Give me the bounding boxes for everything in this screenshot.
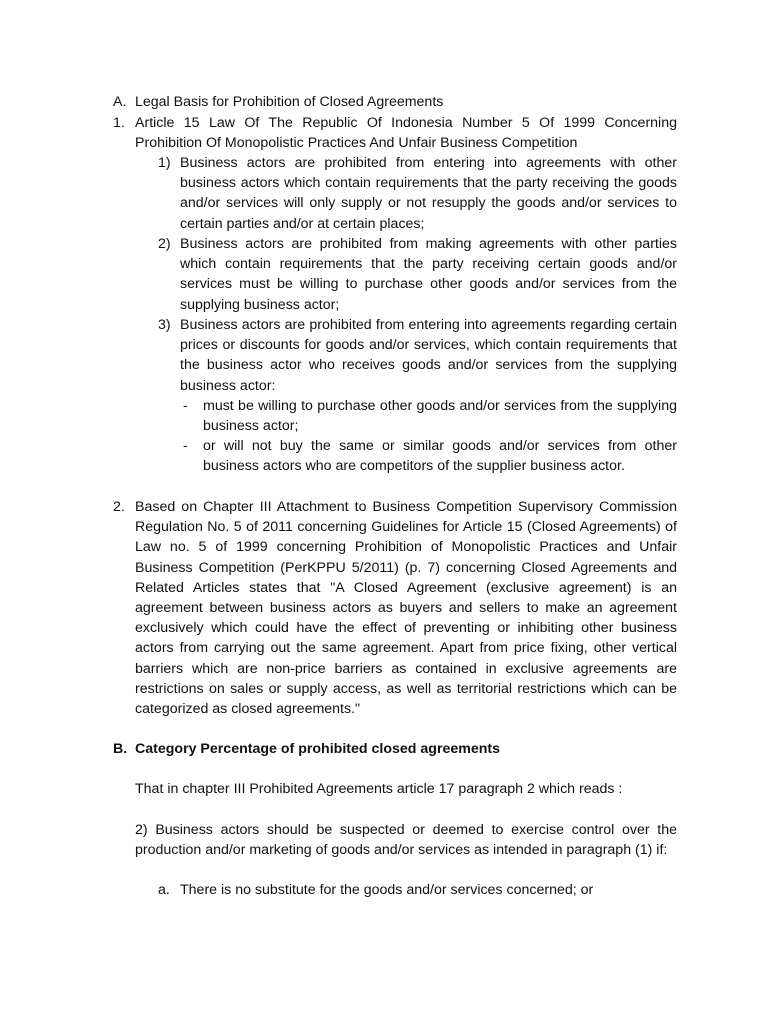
section-b-heading: Category Percentage of prohibited closed agreements (135, 741, 501, 757)
subitem-2-text: Business actors are prohibited from making agreements with other parties which contain requirements that the party receiving certain goods and/or services must be willing to purchase other goods and/or services from the supplying business actor; (180, 236, 677, 313)
subitem-2-marker: 2) (158, 236, 171, 252)
subitem-1-marker: 1) (158, 155, 171, 171)
list-a-text: There is no substitute for the goods and/or services concerned; or (180, 882, 594, 898)
section-a-marker: A. (113, 94, 127, 110)
subitem-3-text: Business actors are prohibited from entering into agreements regarding certain prices or discounts for goods and/or services, which contain requirements that the business actor who receives goods and/or services from the supplying business actor: (180, 317, 677, 394)
section-b-marker: B. (113, 741, 128, 757)
item-1-line-1: Article 15 Law Of The Republic Of Indonesia Number 5 Of 1999 Concerning (135, 115, 677, 131)
item-1-text (135, 113, 677, 153)
subitem-3-marker: 3) (158, 317, 171, 333)
section-b-intro: That in chapter III Prohibited Agreements article 17 paragraph 2 which reads : (135, 781, 623, 797)
bullet-2-marker: - (183, 438, 188, 454)
section-b-paragraph: 2) Business actors should be suspected or deemed to exercise control over the production and/or marketing of goods and/or services as intended in paragraph (1) if: (135, 822, 677, 859)
bullet-2-text: or will not buy the same or similar goods and/or services from other business actors who are competitors of the supplier business actor. (203, 438, 677, 475)
item-2-marker: 2. (113, 499, 125, 515)
item-1-marker: 1. (113, 115, 125, 131)
bullet-1-marker: - (183, 398, 188, 414)
item-2-text: Based on Chapter III Attachment to Business Competition Supervisory Commission Regulation No. 5 of 2011 concerning Guidelines for Article 15 (Closed Agreements) of Law no. 5 of 1999 concerning Prohibition of Monopolistic Practices and Unfair Business Competition (PerKPPU 5/2011) (p. 7) concerning Closed Agreements and Related Articles states that "A Closed Agreement (exclusive agreement) is an agreement between business actors as buyers and sellers to make an agreement exclusively which could have the effect of preventing or inhibiting other business actors from carrying out the same agreement. Apart from price fixing, other vertical barriers which are non-price barriers as contained in exclusive agreements are restrictions on sales or supply access, as well as territorial restrictions which can be categorized as closed agreements." (135, 499, 677, 718)
list-a-marker: a. (158, 882, 170, 898)
section-a-heading: Legal Basis for Prohibition of Closed Agreements (135, 94, 444, 110)
bullet-1-text: must be willing to purchase other goods and/or services from the supplying business actor; (203, 398, 677, 435)
subitem-1-text: Business actors are prohibited from entering into agreements with other business actors which contain requirements that the party receiving the goods and/or services will only supply or not resupply the goods and/or services to certain parties and/or at certain places; (180, 155, 677, 232)
item-1-line-2: Prohibition Of Monopolistic Practices And Unfair Business Competition (135, 135, 578, 152)
